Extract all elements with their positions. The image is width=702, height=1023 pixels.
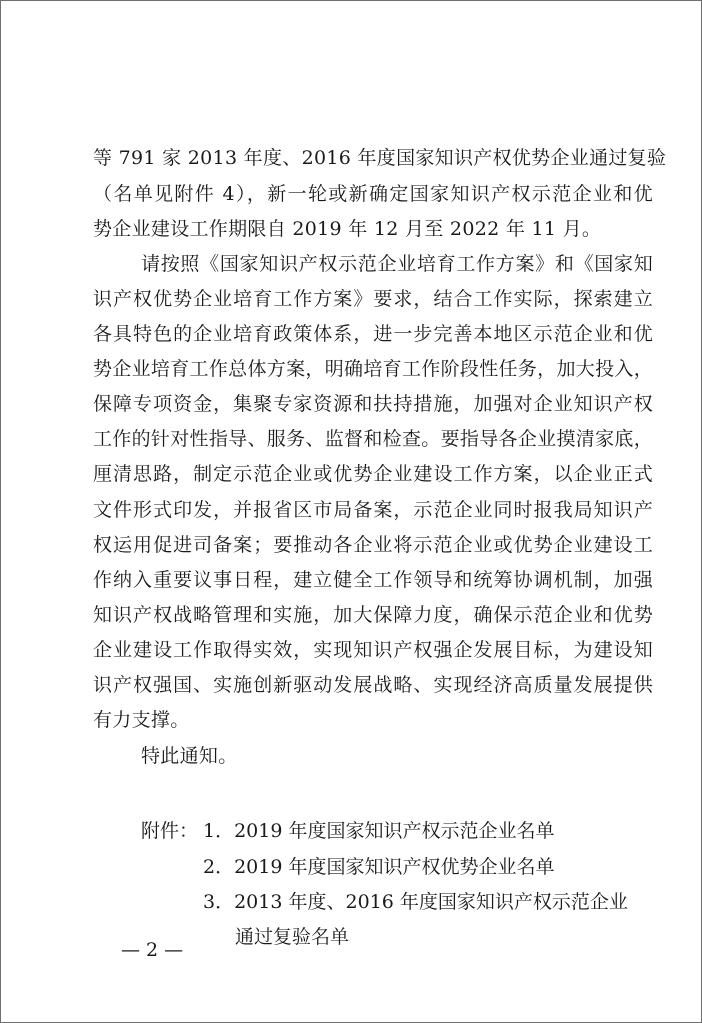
paragraph-1-line-3: 势企业建设工作期限自 2019 年 12 月至 2022 年 11 月。 xyxy=(93,218,602,240)
page-number: — 2 — xyxy=(121,939,184,961)
paragraph-1-line-2: （名单见附件 4），新一轮或新确定国家知识产权示范企业和优 xyxy=(93,183,653,205)
paragraph-2-line-9: 权运用促进司备案；要推动各企业将示范企业或优势企业建设工 xyxy=(93,534,653,556)
paragraph-2-line-1: 请按照《国家知识产权示范企业培育工作方案》和《国家知 xyxy=(141,253,653,275)
paragraph-2-line-11: 知识产权战略管理和实施，加大保障力度，确保示范企业和优势 xyxy=(93,604,653,626)
attachment-item-3-continuation: 通过复验名单 xyxy=(235,926,350,948)
paragraph-2-line-12: 企业建设工作取得实效，实现知识产权强企发展目标，为建设知 xyxy=(93,639,653,661)
attachment-item-1: 1．2019 年度国家知识产权示范企业名单 xyxy=(203,820,555,842)
paragraph-2-line-4: 势企业培育工作总体方案，明确培育工作阶段性任务，加大投入， xyxy=(93,358,653,380)
attachment-item-3: 3．2013 年度、2016 年度国家知识产权示范企业 xyxy=(203,891,628,913)
paragraph-2-line-7: 厘清思路，制定示范企业或优势企业建设工作方案，以企业正式 xyxy=(93,463,653,485)
paragraph-1-line-1: 等 791 家 2013 年度、2016 年度国家知识产权优势企业通过复验 xyxy=(93,147,667,169)
paragraph-2-line-6: 工作的针对性指导、服务、监督和检查。要指导各企业摸清家底， xyxy=(93,428,653,450)
paragraph-2-line-5: 保障专项资金，集聚专家资源和扶持措施，加强对企业知识产权 xyxy=(93,393,653,415)
paragraph-2-line-14: 有力支撑。 xyxy=(93,709,190,731)
paragraph-2-line-3: 各具特色的企业培育政策体系，进一步完善本地区示范企业和优 xyxy=(93,323,653,345)
paragraph-2-line-13: 识产权强国、实施创新驱动发展战略、实现经济高质量发展提供 xyxy=(93,674,653,696)
paragraph-2-line-10: 作纳入重要议事日程，建立健全工作领导和统筹协调机制，加强 xyxy=(93,569,653,591)
closing-text: 特此通知。 xyxy=(141,745,238,767)
paragraph-2-line-2: 识产权优势企业培育工作方案》要求，结合工作实际，探索建立 xyxy=(93,288,653,310)
paragraph-2-line-8: 文件形式印发，并报省区市局备案，示范企业同时报我局知识产 xyxy=(93,499,653,521)
attachments-label: 附件： xyxy=(141,820,199,842)
attachment-item-2: 2．2019 年度国家知识产权优势企业名单 xyxy=(203,856,555,878)
